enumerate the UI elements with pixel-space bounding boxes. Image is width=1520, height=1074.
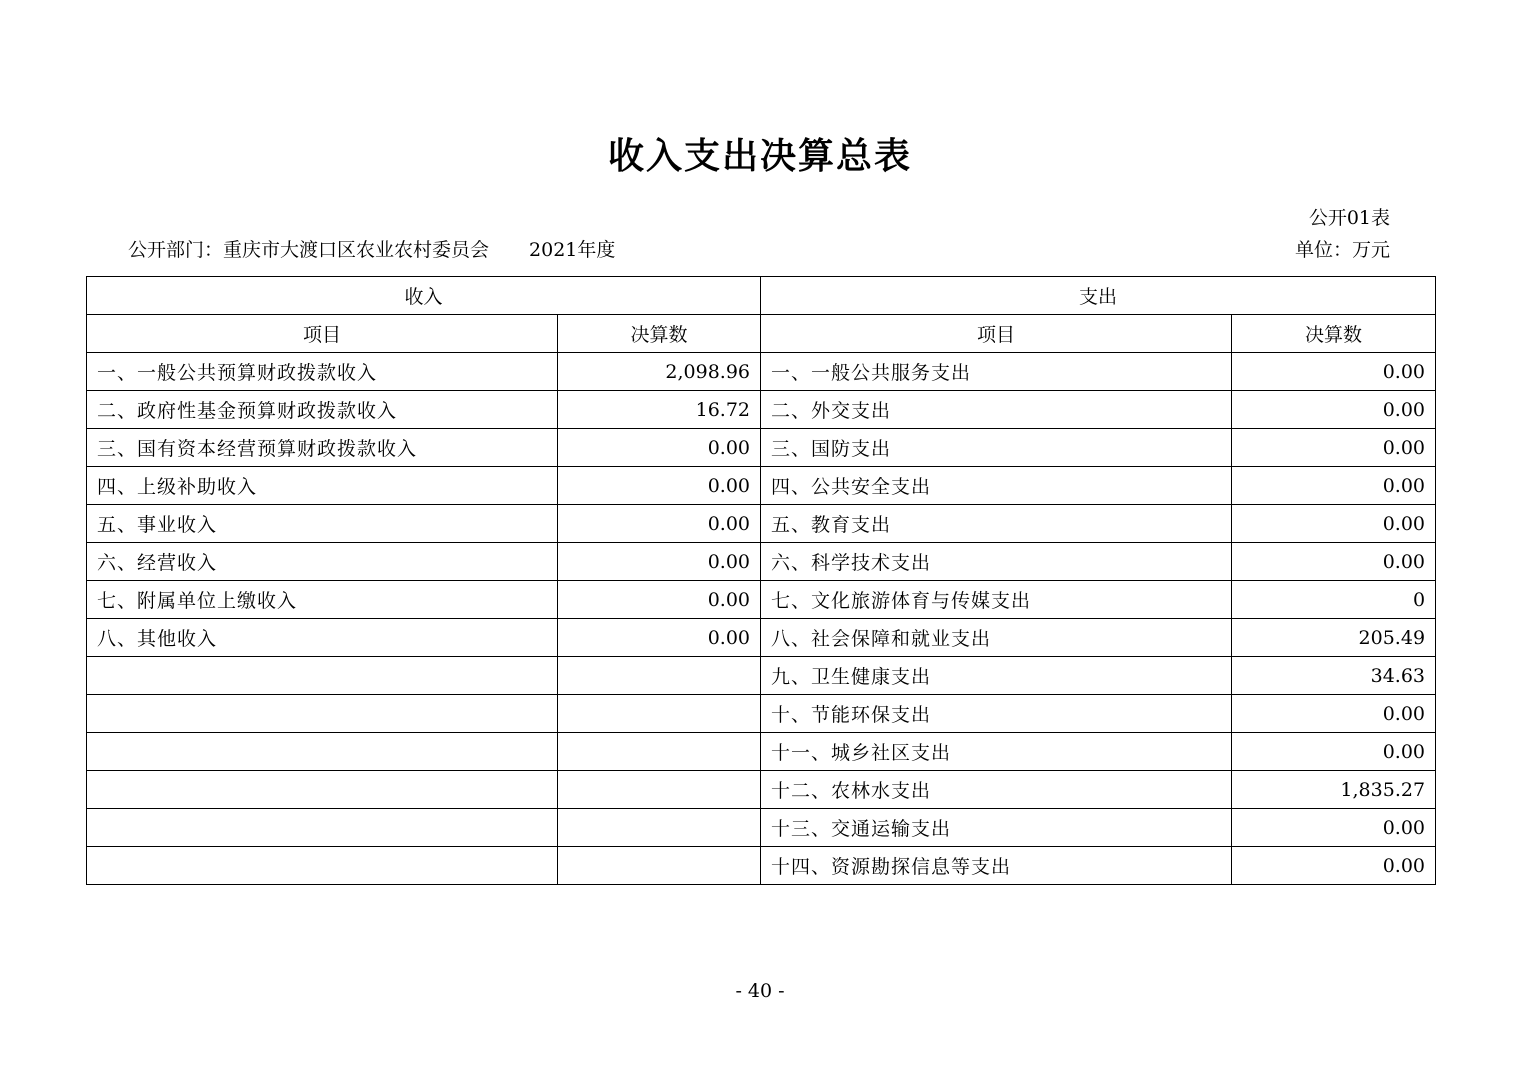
expense-amount-cell: 0.00	[1232, 353, 1436, 391]
expense-item-cell: 一、一般公共服务支出	[761, 353, 1232, 391]
section-header-row	[87, 277, 1436, 315]
income-item-cell	[87, 695, 558, 733]
expense-item-cell: 九、卫生健康支出	[761, 657, 1232, 695]
table-row	[87, 771, 1436, 809]
expense-item-cell: 十三、交通运输支出	[761, 809, 1232, 847]
income-amount-cell	[558, 847, 761, 885]
income-item-cell: 五、事业收入	[87, 505, 558, 543]
expense-item-cell: 五、教育支出	[761, 505, 1232, 543]
table-row	[87, 353, 1436, 391]
expense-amount-cell: 0	[1232, 581, 1436, 619]
income-item-cell: 四、上级补助收入	[87, 467, 558, 505]
table-row	[87, 391, 1436, 429]
unit-label: 单位：万元	[1294, 239, 1390, 261]
expense-amount-cell: 0.00	[1232, 505, 1436, 543]
expense-item-cell: 十一、城乡社区支出	[761, 733, 1232, 771]
income-amount-cell: 2,098.96	[558, 353, 761, 391]
income-item-cell: 六、经营收入	[87, 543, 558, 581]
expense-item-header: 项目	[761, 315, 1232, 353]
income-amount-cell: 0.00	[558, 467, 761, 505]
department-name: 公开部门：重庆市大渡口区农业农村委员会	[128, 239, 490, 261]
table-row	[87, 695, 1436, 733]
income-amount-cell: 0.00	[558, 429, 761, 467]
expense-item-cell: 十、节能环保支出	[761, 695, 1232, 733]
form-number: 公开01表	[1308, 207, 1390, 229]
expense-amount-cell: 0.00	[1232, 733, 1436, 771]
table-row	[87, 467, 1436, 505]
table-row	[87, 809, 1436, 847]
income-amount-cell: 0.00	[558, 581, 761, 619]
table-row	[87, 847, 1436, 885]
table-row	[87, 505, 1436, 543]
expense-amount-cell: 0.00	[1232, 809, 1436, 847]
table-row	[87, 657, 1436, 695]
income-item-cell	[87, 657, 558, 695]
income-item-cell: 二、政府性基金预算财政拨款收入	[87, 391, 558, 429]
table-row	[87, 733, 1436, 771]
expense-amount-cell: 0.00	[1232, 695, 1436, 733]
expense-amount-cell: 1,835.27	[1232, 771, 1436, 809]
income-item-cell	[87, 771, 558, 809]
expense-amount-cell: 34.63	[1232, 657, 1436, 695]
page-number: - 40 -	[735, 980, 785, 1002]
income-item-cell	[87, 847, 558, 885]
expense-item-cell: 十二、农林水支出	[761, 771, 1232, 809]
income-amount-cell: 16.72	[558, 391, 761, 429]
table-row	[87, 429, 1436, 467]
expense-amount-cell: 205.49	[1232, 619, 1436, 657]
income-amount-header: 决算数	[558, 315, 761, 353]
expense-item-cell: 七、文化旅游体育与传媒支出	[761, 581, 1232, 619]
expense-amount-header: 决算数	[1232, 315, 1436, 353]
income-item-header: 项目	[87, 315, 558, 353]
income-item-cell	[87, 733, 558, 771]
table-row	[87, 581, 1436, 619]
expense-amount-cell: 0.00	[1232, 467, 1436, 505]
table-row	[87, 619, 1436, 657]
income-amount-cell	[558, 733, 761, 771]
income-section-header: 收入	[87, 277, 761, 315]
income-amount-cell	[558, 657, 761, 695]
income-item-cell: 七、附属单位上缴收入	[87, 581, 558, 619]
income-item-cell: 一、一般公共预算财政拨款收入	[87, 353, 558, 391]
income-amount-cell	[558, 771, 761, 809]
income-item-cell	[87, 809, 558, 847]
fiscal-year: 2021年度	[529, 239, 616, 261]
expense-item-cell: 二、外交支出	[761, 391, 1232, 429]
income-amount-cell: 0.00	[558, 619, 761, 657]
income-amount-cell: 0.00	[558, 505, 761, 543]
budget-table	[86, 276, 1436, 885]
expense-amount-cell: 0.00	[1232, 391, 1436, 429]
income-item-cell: 三、国有资本经营预算财政拨款收入	[87, 429, 558, 467]
income-amount-cell	[558, 695, 761, 733]
income-amount-cell	[558, 809, 761, 847]
expense-amount-cell: 0.00	[1232, 847, 1436, 885]
expense-item-cell: 八、社会保障和就业支出	[761, 619, 1232, 657]
column-header-row	[87, 315, 1436, 353]
income-amount-cell: 0.00	[558, 543, 761, 581]
table-row	[87, 543, 1436, 581]
department-line	[128, 235, 615, 262]
expense-item-cell: 十四、资源勘探信息等支出	[761, 847, 1232, 885]
table-body	[87, 353, 1436, 885]
expense-amount-cell: 0.00	[1232, 429, 1436, 467]
expense-section-header: 支出	[761, 277, 1436, 315]
page-title: 收入支出决算总表	[607, 136, 912, 177]
expense-item-cell: 三、国防支出	[761, 429, 1232, 467]
income-item-cell: 八、其他收入	[87, 619, 558, 657]
expense-item-cell: 四、公共安全支出	[761, 467, 1232, 505]
expense-amount-cell: 0.00	[1232, 543, 1436, 581]
expense-item-cell: 六、科学技术支出	[761, 543, 1232, 581]
